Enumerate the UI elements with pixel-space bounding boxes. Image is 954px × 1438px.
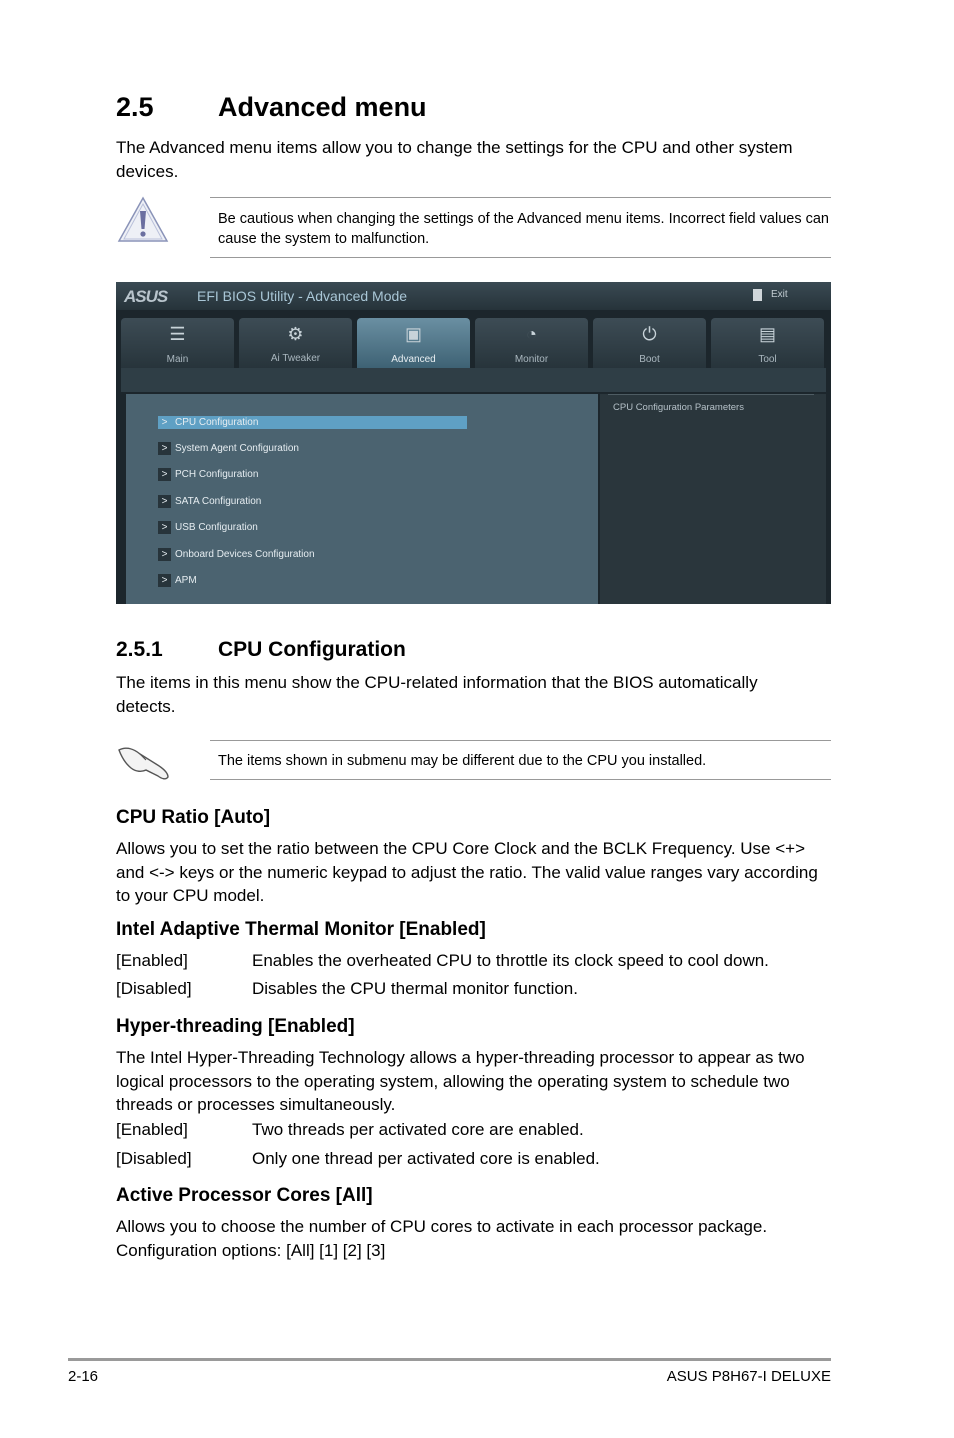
list-icon: ☰: [169, 324, 186, 344]
tab-monitor[interactable]: ◔ Monitor: [475, 318, 588, 368]
arrow-icon: >: [158, 574, 171, 587]
caution-top-rule: [210, 197, 831, 198]
subsection-number: 2.5.1: [116, 638, 163, 661]
advanced-icon: ▣: [404, 324, 422, 344]
menu-item-onboard-devices[interactable]: > Onboard Devices Configuration: [158, 548, 315, 561]
cpu-ratio-body: Allows you to set the ratio between the CPU Core Clock and the BCLK Frequency. Use <+> and <-> keys or the numeric keypad to adjust the ratio. The valid value ranges vary according to your CPU model.: [116, 839, 818, 905]
exit-icon: [753, 289, 762, 301]
caution-text: Be cautious when changing the settings of the Advanced menu items. Incorrect field values can cause the system to malfunction.: [218, 211, 829, 247]
hand-pointer-icon: [116, 742, 172, 782]
bios-tab-strip: [121, 368, 826, 392]
subsection-title: CPU Configuration: [218, 638, 406, 661]
section-title: Advanced menu: [218, 92, 427, 122]
menu-item-apm[interactable]: > APM: [158, 574, 197, 587]
menu-item-usb[interactable]: > USB Configuration: [158, 521, 258, 534]
tip-text: The items shown in submenu may be different due to the CPU you installed.: [218, 753, 707, 769]
hyper-option-disabled: [Disabled]: [116, 1149, 192, 1168]
help-text: CPU Configuration Parameters: [613, 402, 744, 413]
arrow-icon: >: [161, 417, 168, 428]
arrow-icon: >: [158, 495, 171, 508]
hyperthreading-heading: Hyper-threading [Enabled]: [116, 1016, 355, 1037]
tool-icon: ▤: [758, 324, 776, 344]
tweaker-icon: ⚙: [287, 324, 304, 344]
bios-title: EFI BIOS Utility - Advanced Mode: [197, 288, 408, 304]
tip-bottom-rule: [210, 779, 831, 780]
product-name: ASUS P8H67-I DELUXE: [666, 1368, 831, 1385]
subsection-intro: The items in this menu show the CPU-related information that the BIOS automatically detects.: [116, 673, 758, 716]
hyperthreading-body: The Intel Hyper-Threading Technology allows a hyper-threading processor to appear as two logical processors to the operating system, allowing the operating system to schedule two threads or processes simultaneously.: [116, 1048, 805, 1114]
exit-label: Exit: [771, 289, 788, 300]
menu-item-sata[interactable]: > SATA Configuration: [158, 495, 261, 508]
intro-paragraph: The Advanced menu items allow you to change the settings for the CPU and other system devices.: [116, 138, 793, 181]
thermal-option-disabled-desc: Disables the CPU thermal monitor function.: [252, 979, 578, 998]
arrow-icon: >: [158, 548, 171, 561]
help-top-rule: [608, 394, 814, 395]
menu-item-cpu-configuration[interactable]: > CPU Configuration: [158, 416, 467, 429]
bios-screenshot: [116, 282, 831, 604]
power-icon: ⏻: [642, 324, 657, 344]
hyper-option-enabled-desc: Two threads per activated core are enabled.: [252, 1120, 584, 1139]
page-number: 2-16: [68, 1368, 99, 1385]
tab-ai-tweaker[interactable]: ⚙ Ai Tweaker: [239, 318, 352, 368]
bios-help-panel: [600, 394, 826, 604]
caution-icon: [116, 195, 170, 245]
section-number: 2.5: [116, 92, 154, 122]
tab-boot[interactable]: ⏻ Boot: [593, 318, 706, 368]
footer-rule: [68, 1358, 831, 1361]
exit-button[interactable]: [742, 287, 818, 304]
asus-logo: ASUS: [124, 287, 168, 306]
tip-top-rule: [210, 740, 831, 741]
menu-item-system-agent[interactable]: > System Agent Configuration: [158, 442, 299, 455]
thermal-option-enabled: [Enabled]: [116, 951, 188, 970]
cores-body: Allows you to choose the number of CPU cores to activate in each processor package. Configuration options: [All] [1] [2] [3]: [116, 1217, 768, 1260]
menu-item-pch[interactable]: > PCH Configuration: [158, 468, 258, 481]
tab-tool[interactable]: ▤ Tool: [711, 318, 824, 368]
cpu-ratio-heading: CPU Ratio [Auto]: [116, 807, 271, 828]
bios-menu-panel: [126, 394, 598, 604]
arrow-icon: >: [158, 442, 171, 455]
thermal-option-enabled-desc: Enables the overheated CPU to throttle its clock speed to cool down.: [252, 951, 769, 970]
tab-main[interactable]: ☰ Main: [121, 318, 234, 368]
thermal-heading: Intel Adaptive Thermal Monitor [Enabled]: [116, 919, 486, 940]
hyper-option-disabled-desc: Only one thread per activated core is enabled.: [252, 1149, 600, 1168]
arrow-icon: >: [158, 521, 171, 534]
tab-advanced[interactable]: ▣ Advanced: [357, 318, 470, 368]
hyper-option-enabled: [Enabled]: [116, 1120, 188, 1139]
cores-heading: Active Processor Cores [All]: [116, 1185, 373, 1206]
caution-bottom-rule: [210, 257, 831, 258]
arrow-icon: >: [158, 468, 171, 481]
monitor-icon: ◔: [526, 324, 537, 344]
thermal-option-disabled: [Disabled]: [116, 979, 192, 998]
